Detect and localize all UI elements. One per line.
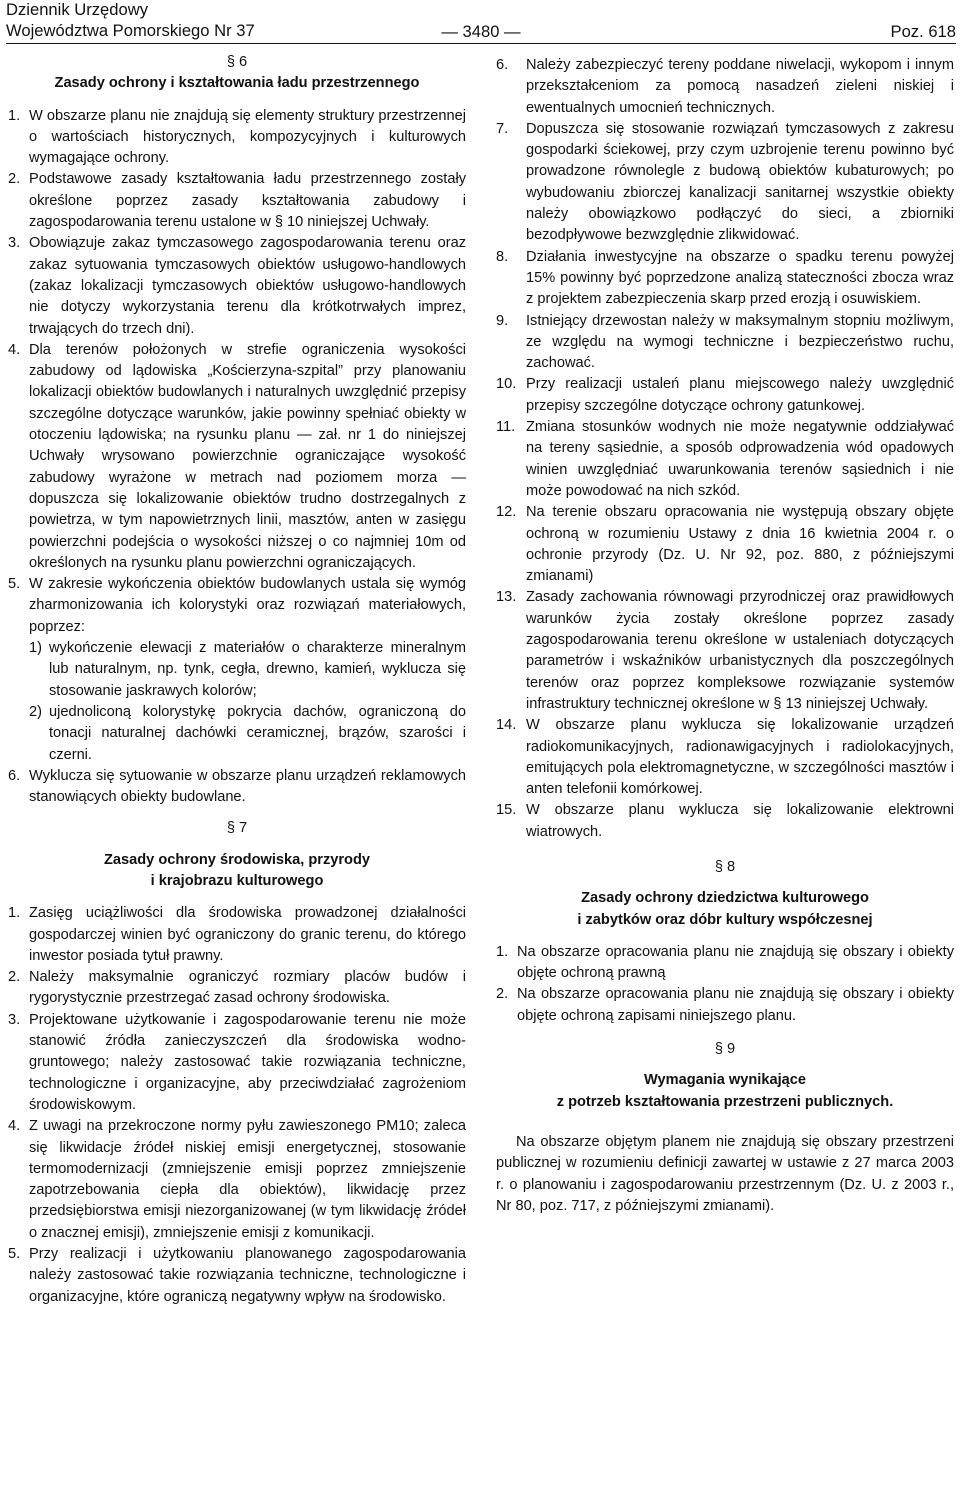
- section-9-title-line-1: Wymagania wynikające: [644, 1072, 806, 1089]
- sub-item: 1) wykończenie elewacji z materiałów o charakterze mineralnym lub naturalnym, np. tynk, cegła, drewno, kamień, wyklucza się stosowanie jaskrawych kolorów;: [29, 640, 466, 699]
- paragraph-item: 3. Obowiązuje zakaz tymczasowego zagospodarowania terenu oraz zakaz sytuowania tymczasowych obiektów usługowo-handlowych (zakaz lokalizacji tymczasowych obiektów usługowo-handlowych nie dotyczy wykorzystania terenu dla krótkotrwałych imprez, trwających do trzech dni).: [8, 235, 466, 337]
- paragraph-item: 1. Zasięg uciążliwości dla środowiska prowadzonej działalności gospodarczej winien być ograniczony do granic terenu, do którego inwestor posiada tytuł prawny.: [8, 905, 466, 964]
- paragraph-item: 9. Istniejący drzewostan należy w maksymalnym stopniu możliwym, ze względu na wymogi techniczne i bezpieczeństwo ruchu, zachować.: [496, 312, 954, 372]
- paragraph-item: 3. Projektowane użytkowanie i zagospodarowanie terenu nie może stanowić źródła zanieczyszczeń dla środowiska wodno-gruntowego; należy zastosować takie rozwiązania techniczne, technologiczne i organizacyjne, aby przeciwdziałać zagrożeniom środowiskowym.: [8, 1011, 466, 1113]
- paragraph-item: 10. Przy realizacji ustaleń planu miejscowego należy uwzględnić przepisy szczególne dotyczące ochrony gatunkowej.: [496, 376, 954, 414]
- paragraph-item: 1. W obszarze planu nie znajdują się elementy struktury przestrzennej o wartościach historycznych, kompozycyjnych i kulturowych wymagające ochrony.: [8, 107, 466, 167]
- section-7-title-line-1: Zasady ochrony środowiska, przyrody: [103, 851, 370, 868]
- paragraph-item: 11. Zmiana stosunków wodnych nie może negatywnie oddziaływać na tereny sąsiednie, a sposób odprowadzenia wód opadowych winien uwzględniać uwarunkowania terenów sąsiednich i nie może powodować na nich szkód.: [496, 419, 954, 499]
- page-number: — 3480 —: [441, 22, 521, 41]
- paragraph-item: 2. Na obszarze opracowania planu nie znajdują się obszary i obiekty objęte ochroną zapisami niniejszego planu.: [496, 986, 954, 1024]
- section-9-number: § 9: [714, 1041, 736, 1058]
- section-7-title-line-2: i krajobrazu kulturowego: [150, 872, 324, 889]
- paragraph-item: 6. Należy zabezpieczyć tereny poddane niwelacji, wykopom i innym przekształceniom za pomocą nasadzeń zieleni niskiej i ewentualnych umocnień technicznych.: [496, 57, 954, 116]
- section-6-number: § 6: [226, 54, 248, 70]
- right-column: [496, 55, 954, 1217]
- page-header: [6, 0, 956, 44]
- sub-item: 2) ujednoliconą kolorystykę pokrycia dachów, ograniczoną do tonacji naturalnej dachówki ceramicznej, brązów, szarości i czerni.: [29, 703, 466, 763]
- paragraph-item: 15. W obszarze planu wyklucza się lokalizowanie elektrowni wiatrowych.: [496, 802, 954, 840]
- position-number: Poz. 618: [890, 22, 956, 41]
- paragraph-item: 4. Z uwagi na przekroczone normy pyłu zawieszonego PM10; zaleca się likwidacje źródeł niskiej emisji energetycznej, stosowanie termomodernizacji (zmniejszenie emisji poprzez zmniejszenie zapotrzebowania ciepła dla obiektów), likwidację przez przedsiębiorstwa emisji niezorganizowanej (w tym likwidację źródeł o znacznej emisji), zmniejszenie emisji z komunikacji.: [8, 1118, 466, 1241]
- paragraph-item: 14. W obszarze planu wyklucza się lokalizowanie urządzeń radiokomunikacyjnych, radionawigacyjnych i radiolokacyjnych, emitujących pola elektromagnetyczne, w szczególności masztów i anten telefonii komórkowej.: [496, 717, 954, 798]
- section-8-title-line-2: i zabytków oraz dóbr kultury współczesnej: [577, 911, 873, 928]
- paragraph-item: 12. Na terenie obszaru opracowania nie występują obszary objęte ochroną w rozumieniu Ustawy z dnia 16 kwietnia 2004 r. o ochronie przyrody (Dz. U. Nr 92, poz. 880, z późniejszymi zmianami): [496, 504, 954, 585]
- paragraph-item: 8. Działania inwestycyjne na obszarze o spadku terenu powyżej 15% powinny być poprzedzone analizą stateczności zbocza wraz z projektem zabezpieczenia skarp przed erozją i osuwiskiem.: [496, 248, 954, 308]
- paragraph-item: 6. Wyklucza się sytuowanie w obszarze planu urządzeń reklamowych stanowiących obiekty budowlane.: [8, 767, 466, 806]
- paragraph-item: 4. Dla terenów położonych w strefie ograniczenia wysokości zabudowy od lądowiska „Kościerzyna-szpital” przy planowaniu lokalizacji obiektów budowlanych i naturalnych uwzględnić przepisy szczególne dotyczące warunków, jakie powinny spełniać obiekty w otoczeniu lądowiska; na rysunku planu — zał. nr 1 do niniejszej Uchwały wrysowano powierzchnie ograniczające wysokość zabudowy wyrażone w metrach nad poziomem morza — dopuszcza się lokalizowanie obiektów trudno dostrzegalnych z powietrza, w tym napowietrznych linii, masztów, anten w zasięgu powierzchni podejścia o wysokości niższej o co najmniej 10m od określonych na rysunku planu powierzchni ograniczających.: [8, 341, 466, 571]
- section-8-number: § 8: [714, 858, 736, 875]
- paragraph-item: 5. Przy realizacji i użytkowaniu planowanego zagospodarowania należy zastosować takie rozwiązania techniczne, technologiczne i organizacyjne, które ograniczą negatywny wpływ na środowisko.: [8, 1246, 466, 1305]
- paragraph-item: 7. Dopuszcza się stosowanie rozwiązań tymczasowych z zakresu gospodarki ściekowej, przy czym uzbrojenie terenu powinno być prowadzone równolegle z budową obiektów kubaturowych; po wybudowaniu zbiorczej kanalizacji sanitarnej wszystkie obiekty należy obowiązkowo podłączyć do sieci, a zbiorniki bezodpływowe bezwzględnie zlikwidować.: [496, 120, 954, 244]
- left-column: [8, 52, 466, 1308]
- paragraph-item: 13. Zasady zachowania równowagi przyrodniczej oraz prawidłowych warunków życia zostały określone poprzez zasady zagospodarowania terenu określone w ustaleniach dotyczących parametrów i wskaźników urbanistycznych dla poszczególnych terenów oraz poprzez kompleksowe rozwiązanie systemów infrastruktury technicznej określone w § 13 niniejszej Uchwały.: [496, 589, 954, 712]
- publication-line-2: Województwa Pomorskiego Nr 37: [6, 21, 255, 40]
- section-9-title-line-2: z potrzeb kształtowania przestrzeni publicznych.: [556, 1093, 894, 1110]
- section-9-text: Na obszarze objętym planem nie znajdują się obszary przestrzeni publicznej w rozumieniu definicji zawartej w ustawie z 27 marca 2003 r. o planowaniu i zagospodarowaniu przestrzennym (Dz. U. z 2003 r., Nr 80, poz. 717, z późniejszymi zmianami).: [496, 1133, 954, 1214]
- section-7-number: § 7: [226, 820, 248, 837]
- paragraph-item: 5. W zakresie wykończenia obiektów budowlanych ustala się wymóg zharmonizowania ich kolorystyki oraz rozwiązań materiałowych, poprzez:: [8, 576, 466, 635]
- paragraph-item: 1. Na obszarze opracowania planu nie znajdują się obszary i obiekty objęte ochroną prawną: [496, 943, 954, 982]
- section-6-title: Zasady ochrony i kształtowania ładu przestrzennego: [54, 75, 420, 92]
- paragraph-item: 2. Należy maksymalnie ograniczyć rozmiary placów budów i rygorystycznie przestrzegać zasad ochrony środowiska.: [8, 969, 466, 1007]
- header-rule: [6, 43, 956, 44]
- section-8-title-line-1: Zasady ochrony dziedzictwa kulturowego: [581, 890, 869, 907]
- paragraph-item: 2. Podstawowe zasady kształtowania ładu przestrzennego zostały określone poprzez zasady kształtowania zabudowy i zagospodarowania terenu ustalone w § 10 niniejszej Uchwały.: [8, 171, 466, 231]
- publication-line-1: Dziennik Urzędowy: [6, 0, 149, 19]
